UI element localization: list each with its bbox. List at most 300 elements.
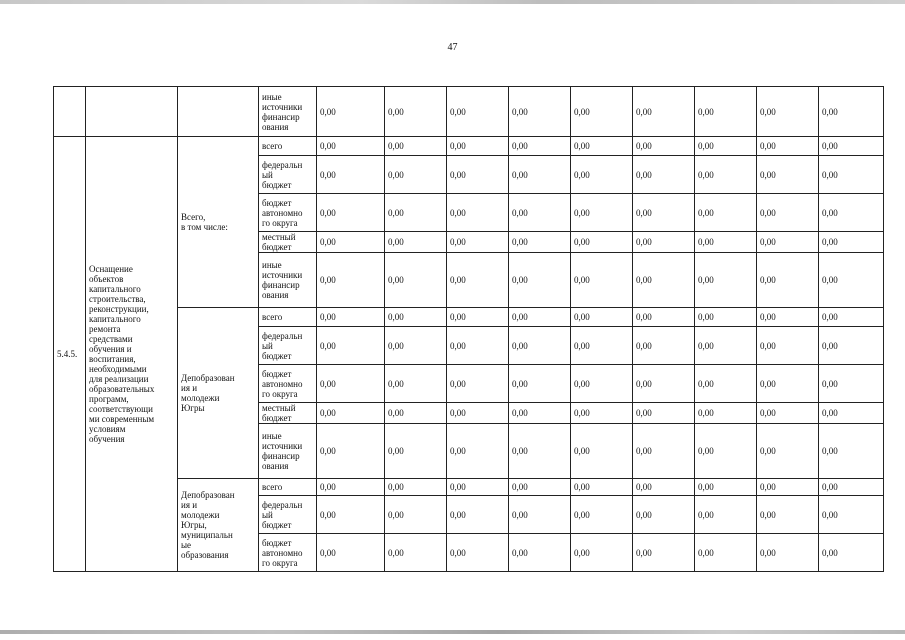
amount-cell bbox=[509, 365, 571, 403]
amount-cell-text: 0,00 bbox=[450, 482, 466, 492]
amount-cell bbox=[633, 232, 695, 253]
amount-cell-text: 0,00 bbox=[698, 340, 714, 351]
amount-cell bbox=[757, 137, 819, 156]
financing-table bbox=[53, 86, 884, 572]
amount-cell-text: 0,00 bbox=[822, 312, 838, 322]
amount-cell bbox=[447, 327, 509, 365]
amount-cell bbox=[571, 403, 633, 424]
amount-cell bbox=[819, 327, 884, 365]
amount-cell bbox=[571, 534, 633, 572]
amount-cell-text: 0,00 bbox=[574, 378, 590, 389]
amount-cell-text: 0,00 bbox=[574, 312, 590, 322]
amount-cell bbox=[633, 479, 695, 496]
amount-cell-text: 0,00 bbox=[388, 312, 404, 322]
amount-cell bbox=[385, 253, 447, 308]
amount-cell-text: 0,00 bbox=[636, 378, 652, 389]
amount-cell bbox=[757, 479, 819, 496]
amount-cell-text: 0,00 bbox=[574, 141, 590, 151]
amount-cell-text: 0,00 bbox=[636, 482, 652, 492]
amount-cell-text: 0,00 bbox=[574, 509, 590, 520]
amount-cell-text: 0,00 bbox=[698, 275, 714, 285]
amount-cell-text: 0,00 bbox=[760, 169, 776, 180]
funding-source-cell bbox=[259, 365, 317, 403]
amount-cell bbox=[757, 424, 819, 479]
amount-cell-text: 0,00 bbox=[574, 169, 590, 180]
amount-cell bbox=[695, 534, 757, 572]
amount-cell-text: 0,00 bbox=[512, 312, 528, 322]
amount-cell-text: 0,00 bbox=[574, 275, 590, 285]
amount-cell bbox=[633, 137, 695, 156]
amount-cell-text: 0,00 bbox=[636, 275, 652, 285]
amount-cell bbox=[447, 496, 509, 534]
amount-cell bbox=[447, 194, 509, 232]
amount-cell-text: 0,00 bbox=[698, 547, 714, 558]
amount-cell bbox=[633, 424, 695, 479]
table-row bbox=[54, 479, 884, 496]
amount-cell-text: 0,00 bbox=[698, 169, 714, 180]
amount-cell bbox=[571, 87, 633, 137]
amount-cell-text: 0,00 bbox=[388, 106, 404, 117]
amount-cell bbox=[447, 156, 509, 194]
amount-cell-text: 0,00 bbox=[636, 509, 652, 520]
amount-cell bbox=[447, 424, 509, 479]
amount-cell bbox=[695, 327, 757, 365]
amount-cell bbox=[509, 534, 571, 572]
funding-source-cell-text: федеральн ый бюджет bbox=[262, 159, 303, 190]
amount-cell-text: 0,00 bbox=[760, 275, 776, 285]
amount-cell bbox=[317, 327, 385, 365]
amount-cell bbox=[819, 496, 884, 534]
amount-cell-text: 0,00 bbox=[320, 509, 336, 520]
amount-cell-text: 0,00 bbox=[512, 482, 528, 492]
amount-cell-text: 0,00 bbox=[698, 207, 714, 218]
amount-cell-text: 0,00 bbox=[320, 340, 336, 351]
amount-cell-text: 0,00 bbox=[450, 141, 466, 151]
amount-cell bbox=[385, 308, 447, 327]
amount-cell bbox=[757, 365, 819, 403]
amount-cell-text: 0,00 bbox=[512, 547, 528, 558]
amount-cell-text: 0,00 bbox=[636, 408, 652, 418]
responsible-executor-cell-text: Всего, в том числе: bbox=[181, 212, 228, 232]
amount-cell bbox=[695, 365, 757, 403]
funding-source-cell bbox=[259, 327, 317, 365]
amount-cell-text: 0,00 bbox=[512, 207, 528, 218]
amount-cell bbox=[385, 156, 447, 194]
amount-cell-text: 0,00 bbox=[760, 408, 776, 418]
amount-cell bbox=[819, 424, 884, 479]
amount-cell bbox=[695, 253, 757, 308]
amount-cell bbox=[447, 403, 509, 424]
amount-cell bbox=[571, 479, 633, 496]
amount-cell-text: 0,00 bbox=[450, 408, 466, 418]
amount-cell bbox=[317, 156, 385, 194]
amount-cell-text: 0,00 bbox=[450, 106, 466, 117]
amount-cell-text: 0,00 bbox=[636, 141, 652, 151]
amount-cell bbox=[819, 232, 884, 253]
funding-source-cell-text: федеральн ый бюджет bbox=[262, 330, 303, 361]
funding-source-cell bbox=[259, 403, 317, 424]
amount-cell-text: 0,00 bbox=[450, 340, 466, 351]
amount-cell-text: 0,00 bbox=[320, 547, 336, 558]
amount-cell bbox=[385, 534, 447, 572]
amount-cell bbox=[447, 87, 509, 137]
amount-cell bbox=[509, 496, 571, 534]
amount-cell bbox=[571, 424, 633, 479]
amount-cell bbox=[509, 156, 571, 194]
amount-cell bbox=[695, 308, 757, 327]
amount-cell bbox=[509, 403, 571, 424]
amount-cell bbox=[317, 403, 385, 424]
row-number-cell-empty bbox=[54, 87, 86, 137]
amount-cell bbox=[509, 87, 571, 137]
amount-cell bbox=[757, 308, 819, 327]
measure-name-cell bbox=[86, 137, 178, 572]
amount-cell-text: 0,00 bbox=[636, 547, 652, 558]
amount-cell-text: 0,00 bbox=[512, 275, 528, 285]
amount-cell-text: 0,00 bbox=[388, 169, 404, 180]
amount-cell bbox=[757, 534, 819, 572]
scan-edge-bottom bbox=[0, 630, 905, 634]
funding-source-cell bbox=[259, 194, 317, 232]
amount-cell bbox=[633, 308, 695, 327]
amount-cell-text: 0,00 bbox=[822, 378, 838, 389]
amount-cell bbox=[447, 479, 509, 496]
amount-cell bbox=[695, 479, 757, 496]
amount-cell bbox=[819, 194, 884, 232]
amount-cell bbox=[757, 232, 819, 253]
funding-source-cell-text: бюджет автономно го округа bbox=[262, 368, 303, 399]
responsible-executor-cell-text: Депобразован ия и молодежи Югры, муниципальн ые образования bbox=[181, 490, 235, 560]
amount-cell-text: 0,00 bbox=[822, 169, 838, 180]
amount-cell bbox=[819, 479, 884, 496]
funding-source-cell bbox=[259, 479, 317, 496]
funding-source-cell bbox=[259, 156, 317, 194]
amount-cell-text: 0,00 bbox=[698, 141, 714, 151]
amount-cell-text: 0,00 bbox=[450, 446, 466, 456]
amount-cell bbox=[695, 496, 757, 534]
amount-cell-text: 0,00 bbox=[388, 446, 404, 456]
amount-cell bbox=[385, 232, 447, 253]
amount-cell-text: 0,00 bbox=[698, 509, 714, 520]
amount-cell bbox=[757, 156, 819, 194]
amount-cell bbox=[509, 327, 571, 365]
amount-cell-text: 0,00 bbox=[822, 141, 838, 151]
amount-cell bbox=[695, 87, 757, 137]
amount-cell bbox=[317, 137, 385, 156]
amount-cell-text: 0,00 bbox=[450, 237, 466, 247]
amount-cell-text: 0,00 bbox=[698, 237, 714, 247]
amount-cell-text: 0,00 bbox=[388, 547, 404, 558]
amount-cell-text: 0,00 bbox=[760, 141, 776, 151]
funding-source-cell-text: федеральн ый бюджет bbox=[262, 499, 303, 530]
funding-source-cell-text: бюджет автономно го округа bbox=[262, 537, 303, 568]
amount-cell-text: 0,00 bbox=[760, 482, 776, 492]
amount-cell bbox=[447, 232, 509, 253]
amount-cell-text: 0,00 bbox=[512, 509, 528, 520]
responsible-executor-cell bbox=[178, 308, 259, 479]
amount-cell bbox=[317, 496, 385, 534]
amount-cell-text: 0,00 bbox=[636, 312, 652, 322]
amount-cell bbox=[509, 232, 571, 253]
amount-cell bbox=[385, 87, 447, 137]
amount-cell-text: 0,00 bbox=[822, 509, 838, 520]
amount-cell-text: 0,00 bbox=[388, 237, 404, 247]
amount-cell-text: 0,00 bbox=[760, 207, 776, 218]
amount-cell-text: 0,00 bbox=[636, 106, 652, 117]
amount-cell-text: 0,00 bbox=[512, 141, 528, 151]
amount-cell bbox=[633, 156, 695, 194]
amount-cell-text: 0,00 bbox=[822, 237, 838, 247]
funding-source-cell-text: иные источники финансир ования bbox=[262, 260, 303, 300]
amount-cell bbox=[317, 253, 385, 308]
funding-source-cell-text: всего bbox=[262, 482, 283, 492]
amount-cell bbox=[571, 137, 633, 156]
funding-source-cell-text: всего bbox=[262, 141, 283, 151]
amount-cell bbox=[695, 232, 757, 253]
amount-cell-text: 0,00 bbox=[450, 169, 466, 180]
amount-cell bbox=[447, 365, 509, 403]
amount-cell bbox=[385, 327, 447, 365]
amount-cell-text: 0,00 bbox=[574, 482, 590, 492]
amount-cell-text: 0,00 bbox=[822, 482, 838, 492]
amount-cell bbox=[317, 424, 385, 479]
amount-cell-text: 0,00 bbox=[574, 446, 590, 456]
amount-cell-text: 0,00 bbox=[822, 275, 838, 285]
amount-cell bbox=[571, 253, 633, 308]
amount-cell bbox=[385, 479, 447, 496]
amount-cell bbox=[317, 479, 385, 496]
amount-cell-text: 0,00 bbox=[512, 408, 528, 418]
funding-source-cell-text: бюджет автономно го округа bbox=[262, 197, 303, 228]
amount-cell bbox=[633, 534, 695, 572]
amount-cell-text: 0,00 bbox=[636, 340, 652, 351]
amount-cell bbox=[317, 534, 385, 572]
amount-cell bbox=[447, 308, 509, 327]
amount-cell-text: 0,00 bbox=[574, 547, 590, 558]
amount-cell bbox=[317, 365, 385, 403]
amount-cell-text: 0,00 bbox=[574, 408, 590, 418]
amount-cell-text: 0,00 bbox=[320, 237, 336, 247]
responsible-cell-empty bbox=[178, 87, 259, 137]
amount-cell-text: 0,00 bbox=[320, 141, 336, 151]
amount-cell-text: 0,00 bbox=[320, 106, 336, 117]
amount-cell-text: 0,00 bbox=[388, 275, 404, 285]
amount-cell bbox=[385, 365, 447, 403]
amount-cell-text: 0,00 bbox=[574, 207, 590, 218]
amount-cell bbox=[695, 137, 757, 156]
amount-cell-text: 0,00 bbox=[450, 509, 466, 520]
amount-cell bbox=[819, 87, 884, 137]
amount-cell bbox=[695, 403, 757, 424]
table-row bbox=[54, 137, 884, 156]
amount-cell bbox=[317, 232, 385, 253]
amount-cell-text: 0,00 bbox=[822, 106, 838, 117]
amount-cell-text: 0,00 bbox=[320, 408, 336, 418]
amount-cell bbox=[317, 308, 385, 327]
amount-cell bbox=[509, 137, 571, 156]
amount-cell-text: 0,00 bbox=[512, 446, 528, 456]
amount-cell-text: 0,00 bbox=[450, 312, 466, 322]
amount-cell bbox=[447, 534, 509, 572]
amount-cell-text: 0,00 bbox=[636, 207, 652, 218]
amount-cell bbox=[317, 87, 385, 137]
amount-cell-text: 0,00 bbox=[760, 106, 776, 117]
amount-cell-text: 0,00 bbox=[760, 340, 776, 351]
amount-cell-text: 0,00 bbox=[760, 446, 776, 456]
amount-cell-text: 0,00 bbox=[760, 312, 776, 322]
responsible-executor-cell-text: Депобразован ия и молодежи Югры bbox=[181, 373, 235, 413]
amount-cell bbox=[633, 253, 695, 308]
amount-cell-text: 0,00 bbox=[512, 378, 528, 389]
amount-cell-text: 0,00 bbox=[822, 446, 838, 456]
amount-cell bbox=[571, 327, 633, 365]
amount-cell-text: 0,00 bbox=[512, 169, 528, 180]
amount-cell bbox=[385, 194, 447, 232]
amount-cell-text: 0,00 bbox=[822, 340, 838, 351]
amount-cell bbox=[757, 403, 819, 424]
amount-cell-text: 0,00 bbox=[512, 340, 528, 351]
amount-cell bbox=[509, 308, 571, 327]
amount-cell-text: 0,00 bbox=[636, 169, 652, 180]
amount-cell-text: 0,00 bbox=[698, 408, 714, 418]
amount-cell-text: 0,00 bbox=[698, 378, 714, 389]
funding-source-cell bbox=[259, 496, 317, 534]
funding-source-cell-text: местный бюджет bbox=[262, 403, 296, 423]
amount-cell-text: 0,00 bbox=[320, 378, 336, 389]
amount-cell bbox=[447, 137, 509, 156]
amount-cell bbox=[571, 156, 633, 194]
amount-cell-text: 0,00 bbox=[574, 340, 590, 351]
funding-source-cell bbox=[259, 232, 317, 253]
funding-source-cell bbox=[259, 424, 317, 479]
amount-cell-text: 0,00 bbox=[388, 207, 404, 218]
amount-cell-text: 0,00 bbox=[760, 547, 776, 558]
amount-cell bbox=[571, 194, 633, 232]
funding-source-cell-text: иные источники финансир ования bbox=[262, 91, 303, 132]
amount-cell bbox=[317, 194, 385, 232]
amount-cell-text: 0,00 bbox=[574, 106, 590, 117]
amount-cell bbox=[819, 137, 884, 156]
amount-cell bbox=[571, 232, 633, 253]
funding-source-cell bbox=[259, 308, 317, 327]
page-number: 47 bbox=[447, 42, 458, 53]
funding-source-cell-text: местный бюджет bbox=[262, 232, 296, 252]
amount-cell bbox=[509, 194, 571, 232]
responsible-executor-cell bbox=[178, 479, 259, 572]
funding-source-cell bbox=[259, 137, 317, 156]
amount-cell-text: 0,00 bbox=[698, 482, 714, 492]
amount-cell bbox=[633, 87, 695, 137]
amount-cell-text: 0,00 bbox=[512, 237, 528, 247]
amount-cell-text: 0,00 bbox=[698, 312, 714, 322]
amount-cell-text: 0,00 bbox=[388, 482, 404, 492]
funding-source-cell bbox=[259, 534, 317, 572]
amount-cell-text: 0,00 bbox=[388, 340, 404, 351]
amount-cell-text: 0,00 bbox=[320, 275, 336, 285]
responsible-executor-cell bbox=[178, 137, 259, 308]
amount-cell-text: 0,00 bbox=[450, 207, 466, 218]
amount-cell bbox=[819, 308, 884, 327]
amount-cell bbox=[509, 479, 571, 496]
row-number-cell bbox=[54, 137, 86, 572]
amount-cell-text: 0,00 bbox=[760, 237, 776, 247]
amount-cell-text: 0,00 bbox=[574, 237, 590, 247]
measure-name-cell-text: Оснащение объектов капитального строительства, реконструкции, капитального ремонта средствами обучения и воспитания, необходимыми для реализации образовательных программ, соответствующи ми современным условиям обучения bbox=[89, 264, 155, 444]
amount-cell bbox=[819, 365, 884, 403]
table-row bbox=[54, 87, 884, 137]
amount-cell-text: 0,00 bbox=[512, 106, 528, 117]
amount-cell-text: 0,00 bbox=[388, 509, 404, 520]
row-number-cell-text: 5.4.5. bbox=[57, 349, 78, 359]
amount-cell bbox=[633, 496, 695, 534]
amount-cell bbox=[757, 253, 819, 308]
amount-cell-text: 0,00 bbox=[698, 446, 714, 456]
amount-cell-text: 0,00 bbox=[320, 207, 336, 218]
amount-cell-text: 0,00 bbox=[320, 169, 336, 180]
amount-cell bbox=[571, 308, 633, 327]
table-row bbox=[54, 308, 884, 327]
amount-cell bbox=[385, 496, 447, 534]
amount-cell bbox=[633, 365, 695, 403]
amount-cell-text: 0,00 bbox=[822, 207, 838, 218]
amount-cell bbox=[757, 87, 819, 137]
amount-cell-text: 0,00 bbox=[450, 547, 466, 558]
amount-cell bbox=[819, 403, 884, 424]
amount-cell bbox=[633, 403, 695, 424]
amount-cell-text: 0,00 bbox=[760, 509, 776, 520]
amount-cell bbox=[385, 424, 447, 479]
amount-cell-text: 0,00 bbox=[450, 378, 466, 389]
amount-cell bbox=[695, 424, 757, 479]
funding-source-cell bbox=[259, 253, 317, 308]
amount-cell bbox=[819, 253, 884, 308]
amount-cell-text: 0,00 bbox=[320, 482, 336, 492]
amount-cell-text: 0,00 bbox=[450, 275, 466, 285]
amount-cell-text: 0,00 bbox=[320, 446, 336, 456]
measure-name-cell-empty bbox=[86, 87, 178, 137]
amount-cell bbox=[695, 156, 757, 194]
amount-cell bbox=[819, 156, 884, 194]
funding-source-cell-text: всего bbox=[262, 312, 283, 322]
amount-cell bbox=[571, 496, 633, 534]
amount-cell bbox=[757, 327, 819, 365]
amount-cell bbox=[757, 194, 819, 232]
amount-cell bbox=[509, 424, 571, 479]
amount-cell bbox=[633, 327, 695, 365]
amount-cell-text: 0,00 bbox=[822, 408, 838, 418]
funding-source-cell bbox=[259, 87, 317, 137]
amount-cell bbox=[447, 253, 509, 308]
amount-cell bbox=[757, 496, 819, 534]
amount-cell-text: 0,00 bbox=[388, 141, 404, 151]
amount-cell-text: 0,00 bbox=[320, 312, 336, 322]
amount-cell bbox=[695, 194, 757, 232]
amount-cell bbox=[509, 253, 571, 308]
amount-cell bbox=[633, 194, 695, 232]
amount-cell-text: 0,00 bbox=[388, 378, 404, 389]
amount-cell-text: 0,00 bbox=[760, 378, 776, 389]
funding-source-cell-text: иные источники финансир ования bbox=[262, 431, 303, 471]
amount-cell bbox=[385, 403, 447, 424]
amount-cell-text: 0,00 bbox=[822, 547, 838, 558]
amount-cell bbox=[571, 365, 633, 403]
amount-cell-text: 0,00 bbox=[636, 446, 652, 456]
amount-cell-text: 0,00 bbox=[388, 408, 404, 418]
amount-cell bbox=[385, 137, 447, 156]
scan-edge-top bbox=[0, 0, 905, 4]
amount-cell bbox=[819, 534, 884, 572]
amount-cell-text: 0,00 bbox=[698, 106, 714, 117]
